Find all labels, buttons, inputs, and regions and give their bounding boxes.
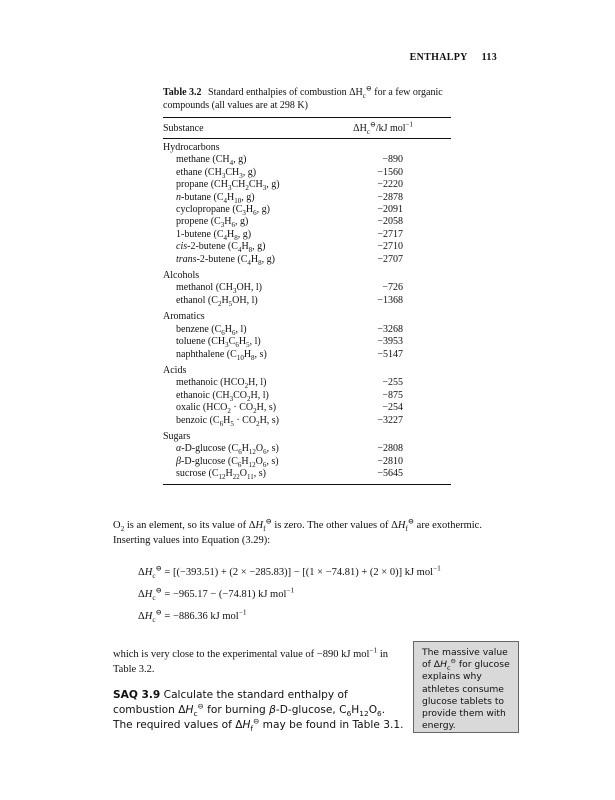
enthalpy-cell: −2808 (377, 443, 403, 455)
enthalpy-cell: −2878 (377, 191, 403, 203)
substance-cell: n-butane ($C_4H_{10}$, g) (176, 191, 255, 205)
table-row (163, 167, 451, 179)
enthalpy-cell: −1368 (377, 294, 403, 306)
substance-cell: cis-2-butene ($C_4H_8$, g) (176, 241, 266, 255)
table-group-sugars (163, 427, 451, 481)
enthalpy-cell: −2058 (377, 216, 403, 228)
table-header-row (163, 118, 451, 138)
enthalpy-cell: −2707 (377, 253, 403, 265)
table-group-alcohols (163, 266, 451, 307)
table-row (163, 443, 451, 455)
table-caption-text: Standard enthalpies of combustion $\Delta H_c^⊖$ for a few organic compounds (all values are at 298 K) (163, 84, 443, 111)
margin-note-text: The massive value of $\Delta H_c^⊖$ for glucose explains why athletes consume glucose tablets to provide them with energy. (422, 647, 510, 732)
enthalpy-cell: −2710 (377, 241, 403, 253)
table-group-acids (163, 361, 451, 427)
table-group-name: Hydrocarbons (163, 142, 220, 153)
equation-1: $\Delta H_c^⊖ = [(-393.51) + (2 \times -285.83)] - [(1 \times -74.81) + (2 \times 0)]$ kJ mol$^{-1}$ (138, 563, 441, 581)
table-row (163, 377, 451, 389)
enthalpy-cell: −1560 (377, 166, 403, 178)
table-label: Table 3.2 (163, 87, 202, 98)
saq-label: SAQ 3.9 (113, 689, 161, 701)
paragraph-2: which is very close to the experimental value of −890 kJ mol$^{-1}$ in Table 3.2. (113, 645, 389, 675)
table-caption (163, 86, 451, 112)
margin-note-box (413, 641, 519, 733)
table-row (163, 456, 451, 468)
enthalpy-cell: −2220 (377, 179, 403, 191)
enthalpy-cell: −875 (382, 389, 403, 401)
running-head (410, 52, 497, 63)
table-row (163, 324, 451, 336)
substance-cell: propene ($C_3H_6$, g) (176, 216, 249, 230)
col-value-header: $\Delta H_c^⊖/kJ$ mol$^{-1}$ (353, 120, 413, 136)
substance-cell: benzene ($C_6H_6$, l) (176, 323, 247, 337)
enthalpy-cell: −2091 (377, 204, 403, 216)
substance-cell: propane ($CH_3CH_2CH_3$, g) (176, 179, 280, 193)
saq-text: Calculate the standard enthalpy of combustion $\Delta H_c^⊖$ for burning β-D-glucose, $C_6H_{12}O_6$. The required values of $\Delta H_f^⊖$ may be found in Table 3.1. (113, 689, 404, 734)
table-row (163, 336, 451, 348)
enthalpy-cell: −726 (382, 282, 403, 294)
table-row (163, 204, 451, 216)
enthalpy-cell: −3953 (377, 336, 403, 348)
table-row (163, 282, 451, 294)
substance-cell: methanol ($CH_3OH$, l) (176, 282, 262, 296)
table-row (163, 295, 451, 307)
paragraph-1: $O_2$ is an element, so its value of $\Delta H_f^⊖$ is zero. The other values of $\Delta H_f^⊖$ are exothermic. Inserting values into Equation (3.29): (113, 516, 482, 546)
enthalpy-cell: −3268 (377, 323, 403, 335)
substance-cell: methane ($CH_4$, g) (176, 154, 247, 168)
table-row (163, 216, 451, 228)
substance-cell: ethanoic ($CH_3CO_2H$, l) (176, 389, 269, 403)
table-group-name: Alcohols (163, 270, 200, 282)
substance-cell: naphthalene ($C_{10}H_8$, s) (176, 348, 267, 362)
table-row (163, 154, 451, 166)
enthalpy-cell: −3227 (377, 414, 403, 426)
enthalpy-cell: −5645 (377, 468, 403, 480)
enthalpy-cell: −254 (382, 402, 403, 414)
substance-cell: cyclopropane ($C_3H_6$, g) (176, 204, 270, 218)
table-group-aromatics (163, 307, 451, 361)
substance-cell: benzoic ($C_6H_5 \cdot CO_2H$, s) (176, 414, 280, 428)
substance-cell: 1-butene ($C_4H_8$, g) (176, 228, 252, 242)
enthalpy-cell: −890 (382, 154, 403, 166)
enthalpy-cell: −255 (382, 377, 403, 389)
page-number: 113 (481, 52, 497, 63)
table-row (163, 349, 451, 361)
substance-cell: methanoic ($HCO_2H$, l) (176, 377, 267, 391)
enthalpy-cell: −2810 (377, 455, 403, 467)
substance-cell: oxalic ($HCO_2 \cdot CO_2H$, s) (176, 402, 277, 416)
table-row (163, 229, 451, 241)
table-body (163, 142, 451, 481)
table-row (163, 390, 451, 402)
table-bottom-rule (163, 484, 451, 485)
table-row (163, 254, 451, 266)
substance-cell: toluene ($CH_3C_6H_5$, l) (176, 336, 261, 350)
substance-cell: ethanol ($C_2H_5OH$, l) (176, 294, 258, 308)
table-group-name: Aromatics (163, 311, 205, 323)
enthalpy-cell: −5147 (377, 348, 403, 360)
equation-3: $\Delta H_c^⊖ = -886.36$ kJ mol$^{-1}$ (138, 607, 247, 625)
table-row (163, 468, 451, 480)
table-row (163, 179, 451, 191)
table-row (163, 192, 451, 204)
running-title: ENTHALPY (409, 52, 468, 63)
table-group-hydrocarbons (163, 142, 451, 266)
equation-2: $\Delta H_c^⊖ = -965.17 - (-74.81)$ kJ mol$^{-1}$ (138, 585, 295, 603)
substance-cell: α-D-glucose ($C_6H_{12}O_6$, s) (176, 443, 279, 457)
substance-cell: trans-2-butene ($C_4H_8$, g) (176, 253, 275, 267)
saq-3-9 (113, 688, 405, 734)
substance-cell: sucrose ($C_{12}H_{22}O_{11}$, s) (176, 468, 266, 482)
table-row (163, 402, 451, 414)
table-row (163, 415, 451, 427)
table-row (163, 241, 451, 253)
table-group-name: Sugars (163, 430, 191, 442)
enthalpy-cell: −2717 (377, 228, 403, 240)
col-substance-header: Substance (163, 122, 204, 134)
table-3-2 (163, 86, 451, 485)
substance-cell: ethane ($CH_3CH_3$, g) (176, 166, 257, 180)
substance-cell: β-D-glucose ($C_6H_{12}O_6$, s) (176, 455, 279, 469)
table-group-name: Acids (163, 364, 187, 376)
